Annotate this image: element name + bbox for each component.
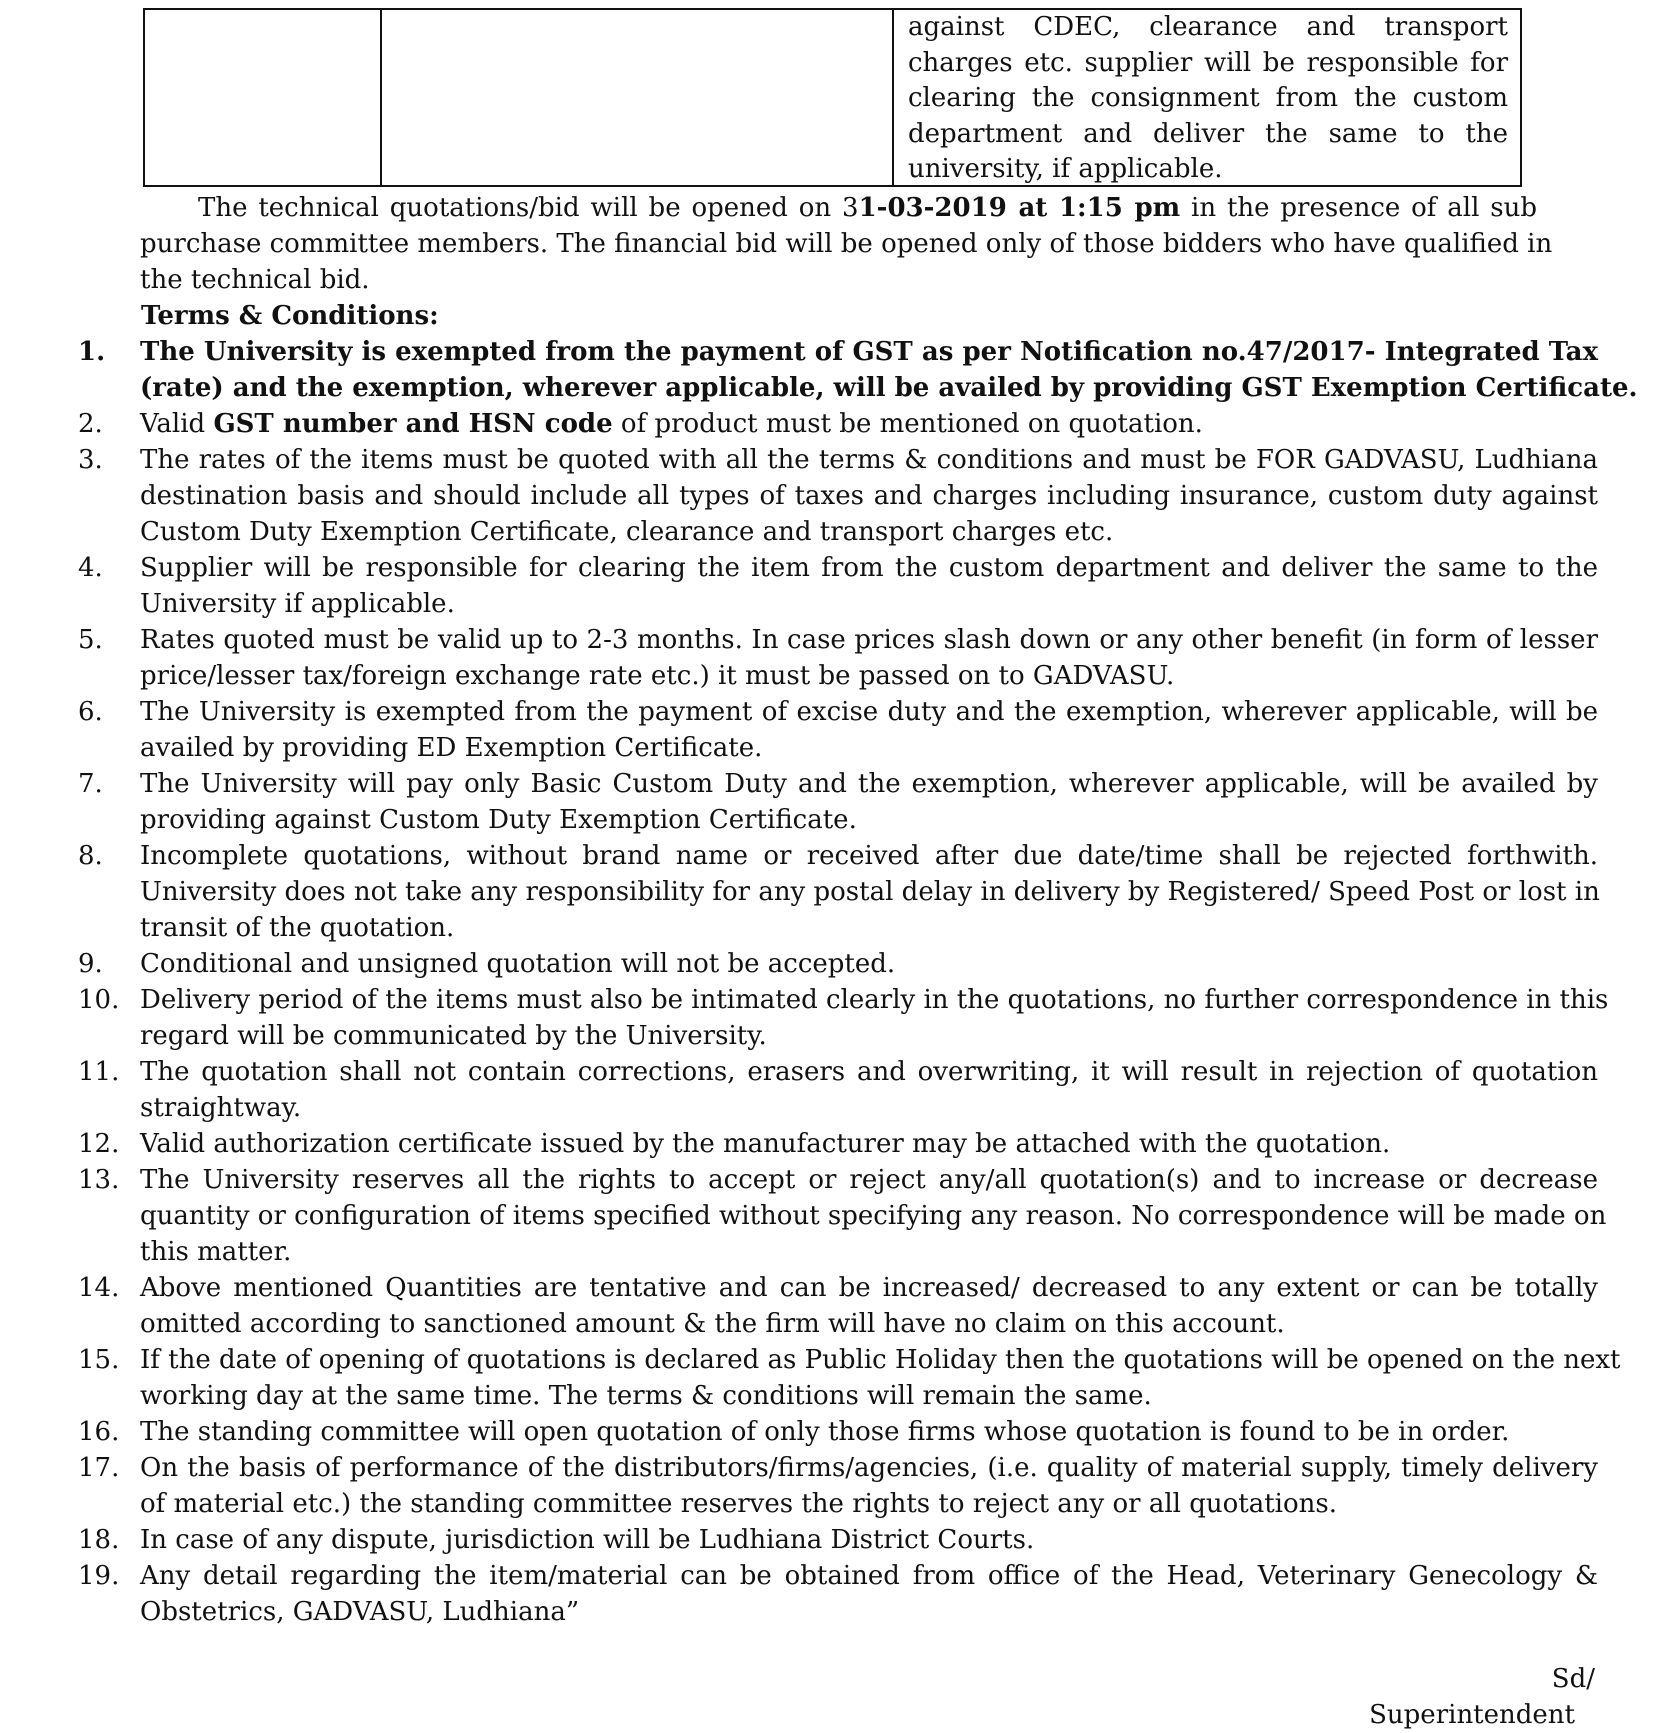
term-line <box>140 406 1598 442</box>
term-line: Obstetrics, GADVASU, Ludhiana” <box>140 1597 580 1627</box>
term-line: Conditional and unsigned quotation will not be accepted. <box>140 949 896 979</box>
signature-title: Superintendent <box>1369 1700 1575 1730</box>
term-line: availed by providing ED Exemption Certificate. <box>140 733 763 763</box>
term-text <box>140 1342 1621 1414</box>
term-number: 18. <box>78 1525 120 1555</box>
term-item <box>78 1126 1598 1162</box>
term-number: 2. <box>78 409 103 439</box>
term-line: University does not take any responsibility for any postal delay in delivery by Registered/ Speed Post or lost in <box>140 877 1600 907</box>
term-line: The rates of the items must be quoted with all the terms & conditions and must be FOR GADVASU, Ludhiana <box>140 445 1598 475</box>
term-line: The University will pay only Basic Custom Duty and the exemption, wherever applicable, will be availed by <box>140 769 1598 799</box>
term-text <box>140 1126 1598 1162</box>
term-item <box>78 982 1609 1054</box>
term-text <box>140 1270 1598 1342</box>
table-cell-2 <box>382 10 894 185</box>
term-line: (rate) and the exemption, wherever applicable, will be availed by providing GST Exemption Certificate. <box>140 373 1638 403</box>
term-item <box>78 550 1598 622</box>
term-text <box>140 1450 1598 1522</box>
term-line: Supplier will be responsible for clearing the item from the custom department and deliver the same to the <box>140 553 1598 583</box>
table-cell-3-line: department and deliver the same to the <box>908 118 1508 149</box>
term-line: omitted according to sanctioned amount & the firm will have no claim on this account. <box>140 1309 1285 1339</box>
signature-sd: Sd/ <box>1551 1664 1595 1694</box>
term-line: Delivery period of the items must also be intimated clearly in the quotations, no further correspondence in this <box>140 985 1609 1015</box>
term-line: this matter. <box>140 1237 292 1267</box>
table-cell-3-line: charges etc. supplier will be responsible for <box>908 47 1508 78</box>
term-line: Custom Duty Exemption Certificate, clearance and transport charges etc. <box>140 517 1114 547</box>
term-number: 3. <box>78 445 103 475</box>
term-text <box>140 838 1598 946</box>
term-item <box>78 1450 1598 1522</box>
term-text <box>140 1054 1598 1126</box>
table-cell-3-line: university, if applicable. <box>908 154 1223 185</box>
term-line: straightway. <box>140 1093 302 1123</box>
term-text <box>140 694 1598 766</box>
table-cell-3-line: against CDEC, clearance and transport <box>908 12 1508 42</box>
term-item <box>78 1054 1598 1126</box>
intro-paragraph <box>140 190 1553 298</box>
term-item <box>78 1162 1607 1270</box>
term-text <box>140 442 1598 550</box>
term-text <box>140 766 1598 838</box>
term-item <box>78 1558 1598 1630</box>
term-line: of material etc.) the standing committee reserves the rights to reject any or all quotations. <box>140 1489 1337 1519</box>
intro-line-3: the technical bid. <box>140 265 370 295</box>
term-number: 8. <box>78 841 103 871</box>
term-item <box>78 1522 1598 1558</box>
term-number: 16. <box>78 1417 120 1447</box>
term-item <box>78 838 1598 946</box>
term-line: providing against Custom Duty Exemption Certificate. <box>140 805 857 835</box>
term-number: 12. <box>78 1129 120 1159</box>
intro-line-1 <box>140 190 1537 226</box>
term-line: On the basis of performance of the distributors/firms/agencies, (i.e. quality of material supply, timely delivery <box>140 1453 1598 1483</box>
term-number: 15. <box>78 1345 120 1375</box>
term-line: Valid authorization certificate issued by the manufacturer may be attached with the quotation. <box>140 1129 1391 1159</box>
table-cell-3 <box>894 10 1520 185</box>
term-line: destination basis and should include all types of taxes and charges including insurance, custom duty against <box>140 481 1598 511</box>
term-number: 1. <box>78 337 106 367</box>
term-line: transit of the quotation. <box>140 913 455 943</box>
term-item <box>78 766 1598 838</box>
term-line: Rates quoted must be valid up to 2-3 months. In case prices slash down or any other benefit (in form of lesser <box>140 625 1598 655</box>
term-line: price/lesser tax/foreign exchange rate etc.) it must be passed on to GADVASU. <box>140 661 1175 691</box>
term-number: 13. <box>78 1165 120 1195</box>
term-number: 4. <box>78 553 103 583</box>
term-line: The quotation shall not contain corrections, erasers and overwriting, it will result in rejection of quotation <box>140 1057 1598 1087</box>
term-text <box>140 1522 1598 1558</box>
term-line: The University reserves all the rights to accept or reject any/all quotation(s) and to increase or decrease <box>140 1165 1598 1195</box>
term-text-part: Valid <box>140 409 214 439</box>
term-bold-part: GST number and HSN code <box>213 409 613 439</box>
term-line: Any detail regarding the item/material can be obtained from office of the Head, Veterinary Genecology & <box>140 1561 1598 1591</box>
term-line: quantity or configuration of items specified without specifying any reason. No correspondence will be made on <box>140 1201 1607 1231</box>
terms-list <box>78 334 1638 1630</box>
term-item <box>78 334 1638 406</box>
term-text <box>140 1414 1598 1450</box>
term-number: 9. <box>78 949 103 979</box>
term-item <box>78 406 1598 442</box>
term-text <box>140 982 1609 1054</box>
term-line: regard will be communicated by the University. <box>140 1021 767 1051</box>
table-cell-3-line: clearing the consignment from the custom <box>908 83 1508 114</box>
term-text <box>140 622 1598 694</box>
term-line: The University is exempted from the payment of GST as per Notification no.47/2017- Integrated Tax <box>140 337 1598 367</box>
terms-heading: Terms & Conditions: <box>141 301 439 331</box>
term-line: University if applicable. <box>140 589 455 619</box>
term-text <box>140 406 1598 442</box>
term-number: 11. <box>78 1057 120 1087</box>
term-text <box>140 550 1598 622</box>
intro-text: The technical quotations/bid will be opened on 3 <box>198 193 859 223</box>
term-number: 10. <box>78 985 120 1015</box>
term-number: 14. <box>78 1273 120 1303</box>
term-item <box>78 1414 1598 1450</box>
term-line: In case of any dispute, jurisdiction will be Ludhiana District Courts. <box>140 1525 1035 1555</box>
term-number: 6. <box>78 697 103 727</box>
term-text <box>140 1162 1607 1270</box>
term-line: If the date of opening of quotations is declared as Public Holiday then the quotations will be opened on the next <box>140 1345 1621 1375</box>
intro-text: in the presence of all sub <box>1180 193 1538 223</box>
term-text <box>140 334 1638 406</box>
term-text <box>140 946 1598 982</box>
term-number: 17. <box>78 1453 120 1483</box>
table-fragment <box>143 8 1522 187</box>
opening-datetime: 1-03-2019 at 1:15 pm <box>858 193 1181 223</box>
term-text-part: of product must be mentioned on quotation. <box>612 409 1203 439</box>
term-item <box>78 442 1598 550</box>
intro-line-2: purchase committee members. The financial bid will be opened only of those bidders who have qualified in <box>140 229 1553 259</box>
term-item <box>78 1270 1598 1342</box>
term-item <box>78 946 1598 982</box>
term-line: The University is exempted from the payment of excise duty and the exemption, wherever applicable, will be <box>140 697 1598 727</box>
term-number: 7. <box>78 769 103 799</box>
term-number: 19. <box>78 1561 120 1591</box>
term-number: 5. <box>78 625 103 655</box>
term-line: The standing committee will open quotation of only those firms whose quotation is found to be in order. <box>140 1417 1510 1447</box>
term-text <box>140 1558 1598 1630</box>
term-item <box>78 694 1598 766</box>
term-line: working day at the same time. The terms & conditions will remain the same. <box>140 1381 1152 1411</box>
term-line: Incomplete quotations, without brand name or received after due date/time shall be rejected forthwith. <box>140 841 1598 871</box>
term-line: Above mentioned Quantities are tentative and can be increased/ decreased to any extent or can be totally <box>140 1273 1598 1303</box>
table-cell-1 <box>145 10 382 185</box>
term-item <box>78 622 1598 694</box>
term-item <box>78 1342 1621 1414</box>
